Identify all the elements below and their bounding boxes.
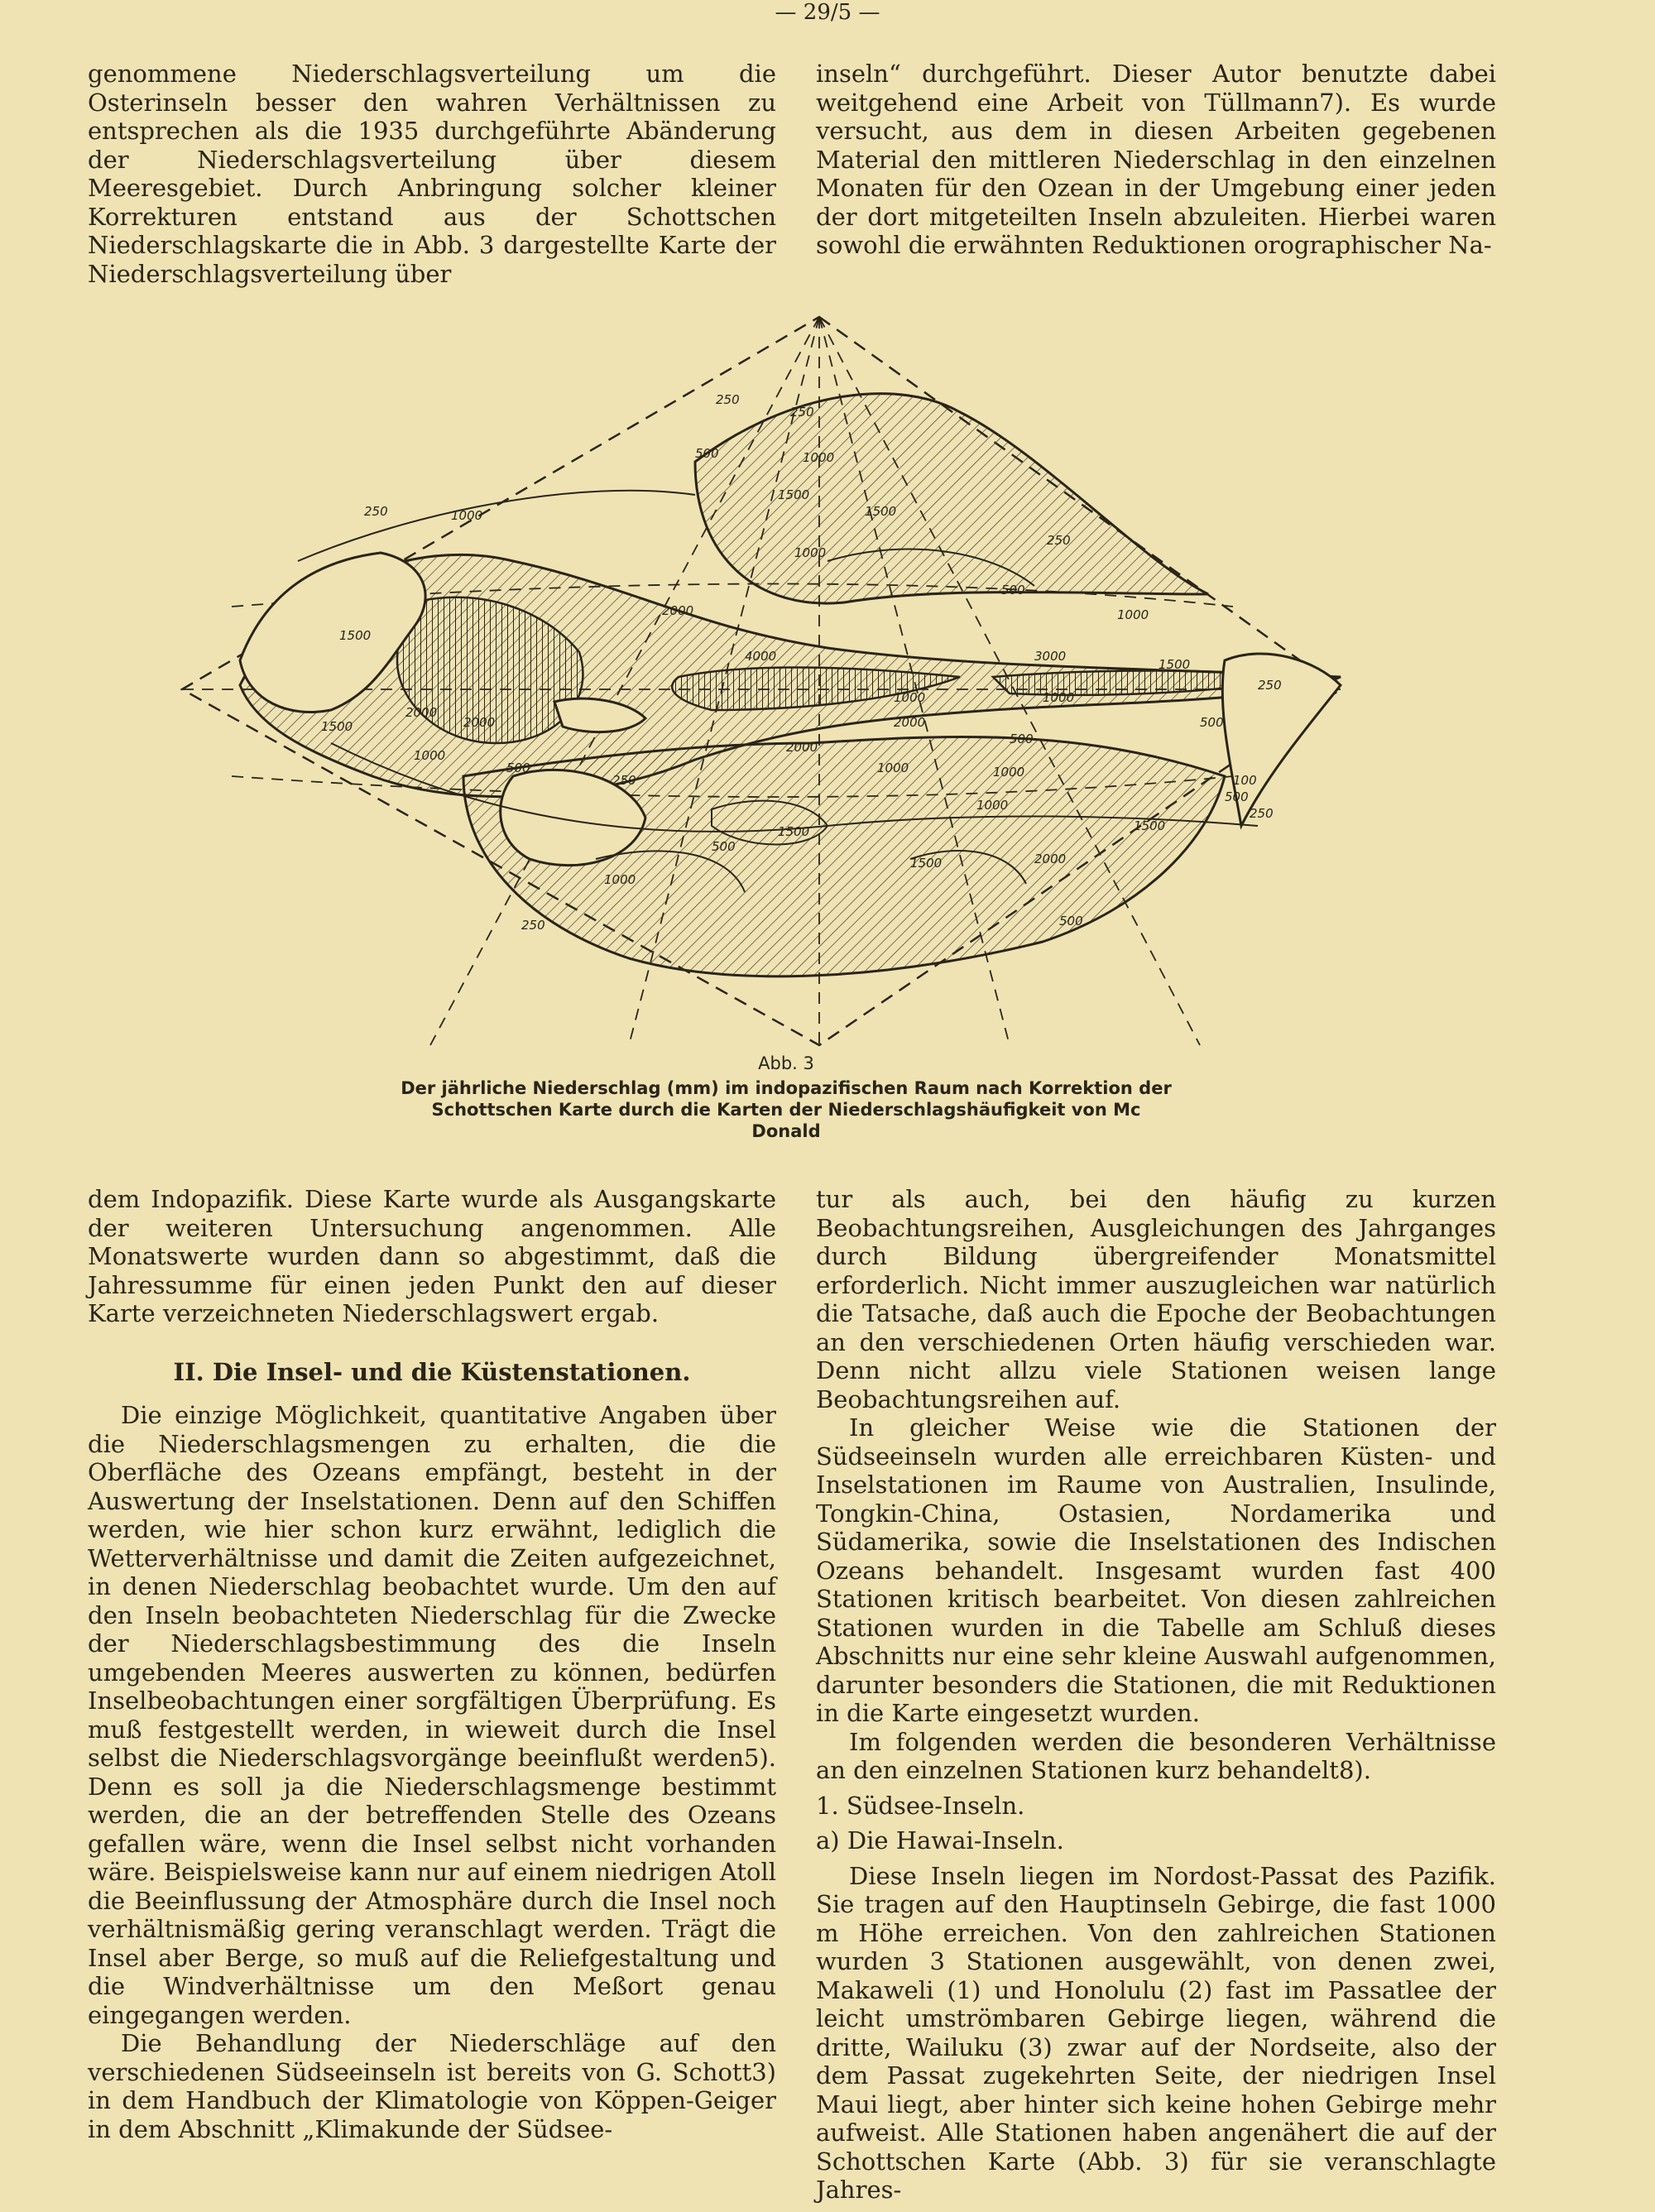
figure-caption-text: Der jährliche Niederschlag (mm) im indopazifischen Raum nach Korrektion der Schottschen Karte durch die Karten der Niederschlagshäufigkeit von Mc Donald [401,1078,1172,1141]
contour-label: 2000 [1034,852,1067,866]
contour-label: 250 [1258,678,1282,693]
contour-label: 3000 [1034,649,1067,664]
contour-label: 250 [790,405,814,420]
contour-label: 2000 [463,715,496,730]
contour-label: 1500 [339,628,372,643]
contour-label: 1500 [778,487,810,502]
contour-label: 4000 [745,649,777,664]
contour-label: 250 [1047,533,1071,548]
paragraph: genommene Niederschlagsverteilung um die Osterinseln besser den wahren Verhältnissen zu entsprechen als die 1935 durchgeführte Abänderung der Niederschlagsverteilung über diesem Meeresgebiet. Durch Anbringung solcher kleiner Korrekturen entstand aus der Schottschen Niederschlagskarte die in Abb. 3 dargestellte Karte der Niederschlagsverteilung über [88,60,776,288]
contour-label: 500 [1001,583,1025,597]
paragraph: Im folgenden werden die besonderen Verhältnisse an den einzelnen Stationen kurz behandelt8). [816,1727,1496,1784]
contour-label: 1500 [321,719,353,734]
contour-label: 500 [1010,732,1034,746]
contour-label: 2000 [405,705,438,720]
contour-label: 250 [612,773,636,788]
contour-label: 500 [1059,914,1083,928]
contour-label: 1500 [910,856,943,871]
paragraph: tur als auch, bei den häufig zu kurzen Beobachtungsreihen, Ausgleichungen des Jahrganges durch Bildung übergreifender Monatsmittel erforderlich. Nicht immer auszugleichen war natürlich die Tatsache, daß auch die Epoche der Beobachtungen an den verschiedenen Orten häufig verschieden war. Denn nicht allzu viele Stationen weisen lange Beobachtungsreihen auf. [816,1185,1496,1413]
figure-caption [397,1053,1175,1142]
contour-label: 1000 [1043,690,1075,705]
paragraph: Die einzige Möglichkeit, quantitative Angaben über die Niederschlagsmengen zu erhalten, die die Oberfläche des Ozeans empfängt, besteht in der Auswertung der Inselstationen. Denn auf den Schiffen werden, wie hier schon kurz erwähnt, lediglich die Wetterverhältnisse und damit die Zeiten aufgezeichnet, in denen Niederschlag beobachtet wurde. Um den auf den Inseln beobachteten Niederschlag für die Zwecke der Niederschlagsbestimmung des die Inseln umgebenden Meeres auswerten zu können, bedürfen Inselbeobachtungen einer sorgfältigen Überprüfung. Es muß festgestellt werden, in wieweit durch die Insel selbst die Niederschlagsvorgänge beeinflußt werden5). Denn es soll ja die Niederschlagsmenge bestimmt werden, die an der betreffenden Stelle des Ozeans gefallen wäre, wenn die Insel selbst nicht vorhanden wäre. Beispielsweise kann nur auf einem niedrigen Atoll die Beeinflussung der Atmosphäre durch die Insel noch verhältnismäßig gering veranschlagt werden. Trägt die Insel aber Berge, so muß auf die Reliefgestaltung und die Windverhältnisse um den Meßort genau eingegangen werden. [88,1401,776,2029]
contour-label: 250 [716,392,740,407]
contour-label: 2000 [786,740,818,755]
contour-label: 250 [364,504,388,519]
contour-label: 1000 [604,872,636,887]
contour-label: 1500 [865,504,897,519]
paragraph: dem Indopazifik. Diese Karte wurde als Ausgangskarte der weiteren Untersuchung angenommen. Alle Monatswerte wurden dann so abgestimmt, daß die Jahressumme für einen jeden Punkt den auf dieser Karte verzeichneten Niederschlagswert ergab. [88,1185,776,1327]
list-subheading: a) Die Hawai-Inseln. [816,1826,1064,1855]
contour-label: 1000 [794,545,827,560]
figure-label: Abb. 3 [758,1053,814,1073]
contour-label: 1000 [803,450,835,465]
contour-label: 500 [506,761,530,775]
page-number: — 29/5 — [775,0,880,25]
text-column-top-left [88,60,776,288]
contour-label: 1000 [976,798,1009,813]
contour-label: 1000 [1117,607,1149,622]
text-column-bottom-right [816,1185,1496,2205]
paragraph: Die Behandlung der Niederschläge auf den verschiedenen Südseeinseln ist bereits von G. Schott3) in dem Handbuch der Klimatologie von Köppen-Geiger in dem Abschnitt „Klimakunde der Südsee- [88,2029,776,2143]
contour-label: 500 [1200,715,1224,730]
contour-label: 500 [695,446,719,461]
contour-label: 250 [1250,806,1274,821]
paragraph: inseln“ durchgeführt. Dieser Autor benutzte dabei weitgehend eine Arbeit von Tüllmann7). Es wurde versucht, aus dem in diesen Arbeiten gegebenen Material den mittleren Niederschlag in den einzelnen Monaten für den Ozean in der Umgebung einer jeden der dort mitgeteilten Inseln abzuleiten. Hierbei waren sowohl die erwähnten Reduktionen orographischer Na- [816,60,1496,259]
contour-label: 2000 [894,715,926,730]
contour-label: 1000 [993,765,1025,780]
section-heading: II. Die Insel- und die Küstenstationen. [173,1357,691,1386]
list-heading: 1. Südsee-Inseln. [816,1791,1025,1820]
contour-label: 1000 [451,508,483,523]
contour-label: 1500 [1134,818,1166,833]
precipitation-map-figure [166,313,1357,1058]
contour-label: 1000 [877,761,909,775]
contour-label: 1500 [1158,657,1191,672]
contour-label: 2000 [662,603,694,618]
contour-label: 1000 [414,748,446,763]
contour-label: 100 [1233,773,1257,788]
contour-label: 500 [1225,789,1249,804]
contour-label: 1500 [778,824,810,839]
contour-label: 500 [712,839,736,854]
paragraph: Diese Inseln liegen im Nordost-Passat des Pazifik. Sie tragen auf den Hauptinseln Gebirge, die fast 1000 m Höhe erreichen. Von den zahlreichen Stationen wurden 3 Stationen ausgewählt, von denen zwei, Makaweli (1) und Honolulu (2) fast im Passatlee der leicht umströmbaren Gebirge liegen, während die dritte, Wailuku (3) zwar auf der Nordseite, also der dem Passat zugekehrten Seite, der niedrigen Insel Maui liegt, aber hinter sich keine hohen Gebirge mehr aufweist. Alle Stationen haben angenähert die auf der Schottschen Karte (Abb. 3) für sie veranschlagte Jahres- [816,1861,1496,2204]
contour-label: 250 [521,918,545,933]
contour-label: 1000 [894,690,926,705]
region-north-pacific [695,394,1208,603]
paragraph: In gleicher Weise wie die Stationen der Südseeinseln wurden alle erreichbaren Küsten- und Inselstationen im Raume von Australien, Insulinde, Tongkin-China, Ostasien, Nordamerika und Südamerika, sowie die Inselstationen des Indischen Ozeans behandelt. Insgesamt wurden fast 400 Stationen kritisch bearbeitet. Von diesen zahlreichen Stationen wurden in die Tabelle am Schluß dieses Abschnitts nur eine sehr kleine Auswahl aufgenommen, darunter besonders die Stationen, die mit Reduktionen in die Karte eingesetzt wurden. [816,1413,1496,1727]
text-column-top-right [816,60,1496,260]
text-column-bottom-left [88,1185,776,2143]
